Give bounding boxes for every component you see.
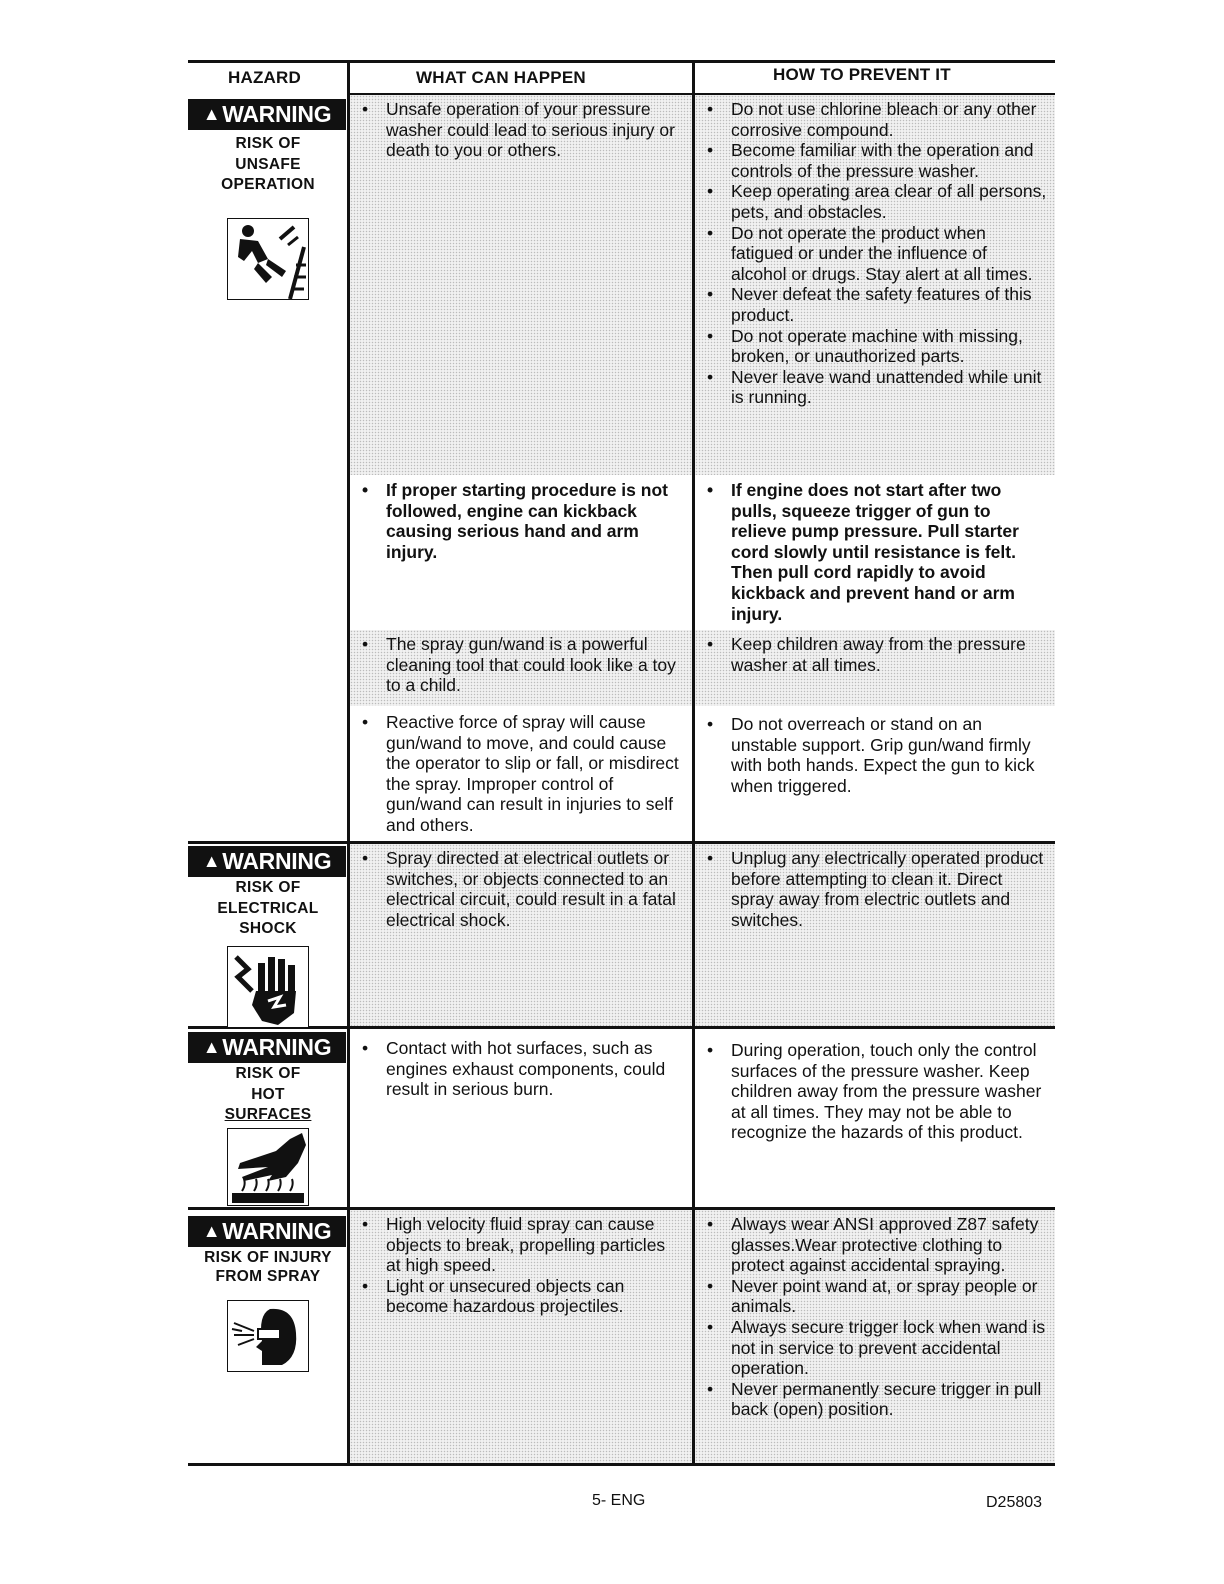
electric-shock-hand-icon	[227, 946, 309, 1028]
what-cell-unsafe-1	[350, 95, 692, 475]
header-how-to-prevent: HOW TO PREVENT IT	[773, 65, 951, 84]
prevent-cell-hot	[695, 1036, 1055, 1206]
eye-injury-head-icon	[227, 1300, 309, 1372]
what-cell-spray	[350, 1210, 692, 1463]
hazard-label-line: OPERATION	[221, 176, 315, 193]
list-item: • If engine does not start after two pulls, squeeze trigger of gun to relieve pump pressure. Pull starter cord slowly until resistance is felt. Then pull cord rapidly to avoid kickback and prevent hand or arm injury.	[705, 480, 1047, 624]
hazard-label-line: SURFACES	[224, 1106, 312, 1123]
list-item: • Never point wand at, or spray people or animals.	[705, 1276, 1047, 1317]
list-item: • During operation, touch only the control surfaces of the pressure washer. Keep children away from the pressure washer at all times. They may not be able to recognize the hazards of this product.	[705, 1040, 1047, 1143]
hazard-label-line: HOT	[251, 1085, 285, 1103]
warning-triangle-icon: ▲	[202, 851, 221, 871]
hazard-injury-from-spray	[188, 1216, 348, 1372]
what-cell-unsafe-3	[350, 630, 692, 706]
list-item: • Reactive force of spray will cause gun/wand to move, and could cause the operator to slip or fall, or misdirect the spray. Improper control of gun/wand can result in injuries to self and others.	[360, 712, 684, 836]
prevent-cell-unsafe-3	[695, 630, 1055, 706]
list-item: • Become familiar with the operation and controls of the pressure washer.	[705, 140, 1047, 181]
person-falling-icon	[227, 218, 309, 300]
list-item: • Never leave wand unattended while unit is running.	[705, 367, 1047, 408]
warning-triangle-icon: ▲	[202, 1221, 221, 1241]
hazard-label-line: FROM SPRAY	[215, 1268, 321, 1285]
list-item: • Keep operating area clear of all persons, pets, and obstacles.	[705, 181, 1047, 222]
list-item: • Do not operate machine with missing, broken, or unauthorized parts.	[705, 326, 1047, 367]
prevent-cell-unsafe-1	[695, 95, 1055, 475]
hazard-label-line: RISK OF	[235, 135, 301, 152]
warning-triangle-icon: ▲	[202, 1037, 221, 1057]
list-item: • If proper starting procedure is not followed, engine can kickback causing serious hand and arm injury.	[360, 480, 684, 562]
warning-label: WARNING	[222, 1034, 332, 1060]
warning-badge	[188, 846, 346, 877]
list-item: • Never permanently secure trigger in pull back (open) position.	[705, 1379, 1047, 1420]
list-item: • Unsafe operation of your pressure washer could lead to serious injury or death to you or others.	[360, 99, 684, 161]
prevent-cell-electrical	[695, 844, 1055, 1026]
list-item: • Always wear ANSI approved Z87 safety glasses.Wear protective clothing to protect against accidental spraying.	[705, 1214, 1047, 1276]
what-cell-unsafe-4	[350, 708, 692, 840]
header-hazard: HAZARD	[228, 68, 301, 87]
hazard-label-line: RISK OF	[235, 1065, 301, 1082]
list-item: • High velocity fluid spray can cause objects to break, propelling particles at high speed.	[360, 1214, 684, 1276]
hazard-label	[188, 1248, 348, 1286]
hazard-label	[188, 1064, 348, 1126]
what-cell-unsafe-2	[350, 476, 692, 626]
table-bottom-rule	[188, 1463, 1055, 1466]
warning-label: WARNING	[222, 101, 332, 127]
list-item: • The spray gun/wand is a powerful cleaning tool that could look like a toy to a child.	[360, 634, 684, 696]
document-code: D25803	[986, 1494, 1043, 1511]
list-item: • Spray directed at electrical outlets or switches, or objects connected to an electrical circuit, could result in a fatal electrical shock.	[360, 848, 684, 930]
prevent-cell-unsafe-4	[695, 710, 1055, 840]
header-what-can-happen: WHAT CAN HAPPEN	[416, 68, 586, 87]
page-number: 5- ENG	[592, 1492, 646, 1509]
warning-badge	[188, 99, 346, 130]
hot-surface-hand-icon	[227, 1128, 309, 1206]
warning-badge	[188, 1216, 346, 1247]
hazard-unsafe-operation	[188, 99, 348, 300]
hazard-label-line: ELECTRICAL	[217, 899, 319, 917]
prevent-cell-spray	[695, 1210, 1055, 1463]
list-item: • Never defeat the safety features of this product.	[705, 284, 1047, 325]
list-item: • Contact with hot surfaces, such as engines exhaust components, could result in serious burn.	[360, 1038, 684, 1100]
list-item: • Always secure trigger lock when wand is not in service to prevent accidental operation.	[705, 1317, 1047, 1379]
what-cell-electrical	[350, 844, 692, 1026]
hazard-electrical-shock	[188, 846, 348, 1028]
warning-label: WARNING	[222, 1218, 332, 1244]
hazard-label	[188, 878, 348, 940]
prevent-cell-unsafe-2	[695, 476, 1055, 626]
hazard-label-line: RISK OF INJURY	[204, 1249, 332, 1266]
hazard-label-line: RISK OF	[235, 879, 301, 896]
hazard-label-line: SHOCK	[239, 920, 297, 937]
warning-label: WARNING	[222, 848, 332, 874]
list-item: • Keep children away from the pressure washer at all times.	[705, 634, 1047, 675]
list-item: • Light or unsecured objects can become hazardous projectiles.	[360, 1276, 684, 1317]
list-item: • Do not use chlorine bleach or any other corrosive compound.	[705, 99, 1047, 140]
list-item: • Do not overreach or stand on an unstable support. Grip gun/wand firmly with both hands. Expect the gun to kick when triggered.	[705, 714, 1047, 796]
table-top-rule	[188, 60, 1055, 63]
hazard-label	[188, 134, 348, 196]
warning-triangle-icon: ▲	[202, 104, 221, 124]
what-cell-hot	[350, 1034, 692, 1206]
hazard-label-line: UNSAFE	[235, 155, 301, 173]
hazard-hot-surfaces	[188, 1032, 348, 1206]
list-item: • Do not operate the product when fatigued or under the influence of alcohol or drugs. Stay alert at all times.	[705, 223, 1047, 285]
warning-badge	[188, 1032, 346, 1063]
list-item: • Unplug any electrically operated product before attempting to clean it. Direct spray away from electric outlets and switches.	[705, 848, 1047, 930]
